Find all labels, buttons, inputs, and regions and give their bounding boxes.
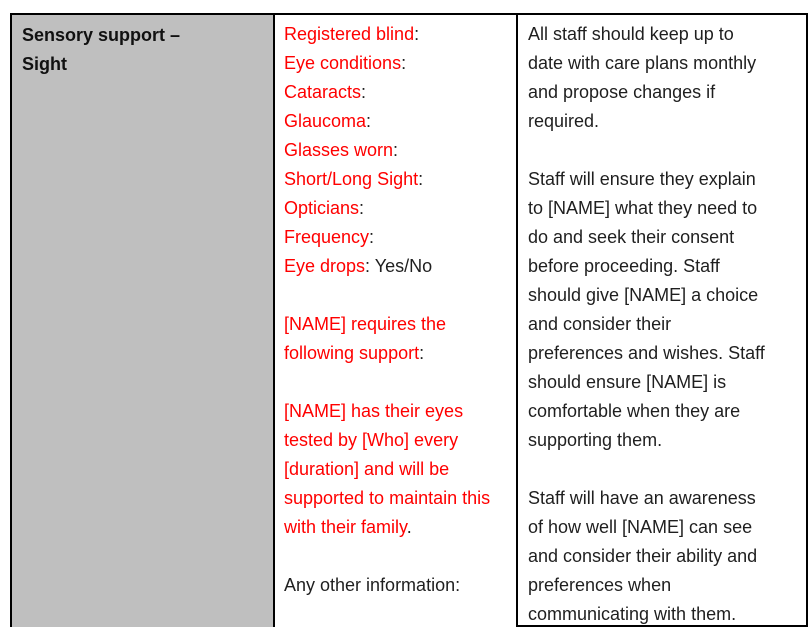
care-plan-table (10, 13, 808, 629)
field-value: : (366, 111, 372, 131)
eye-test-statement (284, 397, 500, 542)
field-value: : (418, 169, 424, 189)
field-line (284, 223, 500, 252)
field-value: : (401, 53, 407, 73)
field-label: Registered blind (284, 24, 415, 44)
row-label-line-2: Sight (22, 54, 67, 74)
field-label: Frequency (284, 227, 370, 247)
row-label-cell (10, 15, 275, 627)
field-label: Eye conditions (284, 53, 402, 73)
support-statement-colon: : (419, 343, 425, 363)
eye-test-statement-period: . (406, 517, 412, 537)
guidance-paragraph: Staff will have an awareness of how well [NAME] can see and consider their ability and preferences when communicating with them. (528, 488, 758, 624)
field-line (284, 107, 500, 136)
field-value: : (393, 140, 399, 160)
field-label: Eye drops (284, 256, 366, 276)
field-value: : (414, 24, 420, 44)
field-line (284, 252, 500, 281)
field-list (284, 20, 500, 281)
field-value: : (359, 198, 365, 218)
field-line (284, 165, 500, 194)
other-information-label: Any other information: (284, 575, 461, 595)
field-value: : (361, 82, 367, 102)
field-value: : (369, 227, 375, 247)
support-statement-text: [NAME] requires the following support (284, 314, 447, 363)
details-cell (275, 15, 518, 627)
guidance-paragraph: Staff will ensure they explain to [NAME] what they need to do and seek their consent before proceeding. Staff should give [NAME] a choice and consider their preferences and wishes. Staff should ensure [NAME] is comfortable when they are supporting them. (528, 169, 765, 450)
field-value: : Yes/No (365, 256, 433, 276)
row-label-line-1: Sensory support – (22, 25, 181, 45)
field-line (284, 78, 500, 107)
eye-test-statement-text: [NAME] has their eyes tested by [Who] every [duration] and will be supported to maintain this with their family (284, 401, 491, 537)
field-label: Glaucoma (284, 111, 367, 131)
guidance-cell (518, 15, 808, 627)
field-label: Glasses worn (284, 140, 394, 160)
support-statement (284, 310, 500, 368)
field-label: Cataracts (284, 82, 362, 102)
guidance-paragraph: All staff should keep up to date with care plans monthly and propose changes if required. (528, 24, 757, 131)
field-label: Opticians (284, 198, 360, 218)
field-line (284, 20, 500, 49)
field-line (284, 49, 500, 78)
field-line (284, 194, 500, 223)
field-line (284, 136, 500, 165)
field-label: Short/Long Sight (284, 169, 419, 189)
